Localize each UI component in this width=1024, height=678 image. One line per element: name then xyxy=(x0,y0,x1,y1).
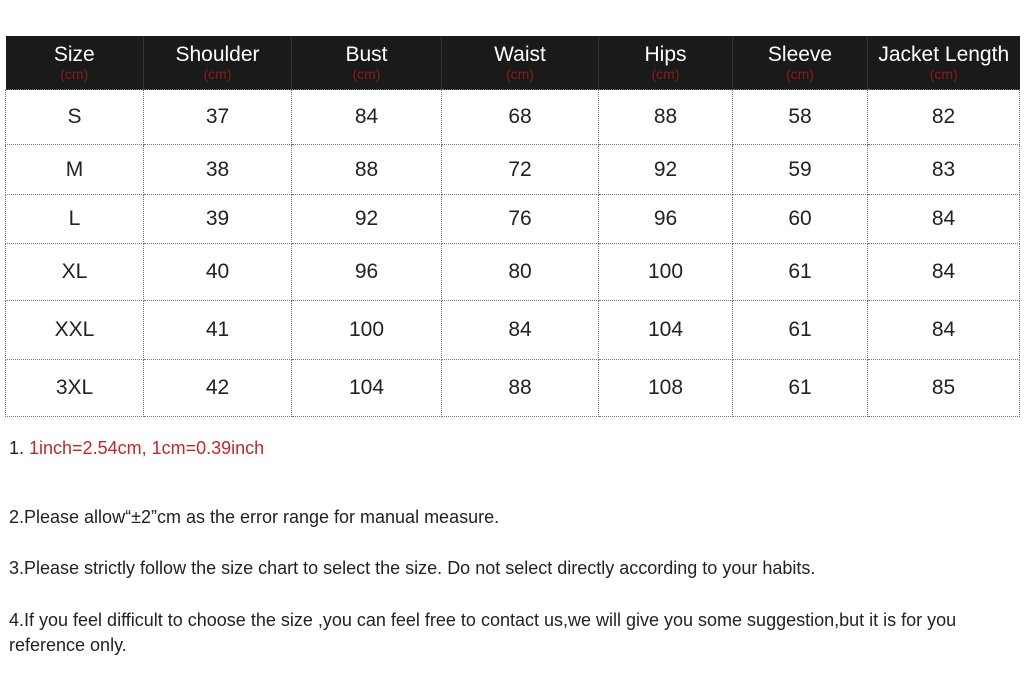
table-row xyxy=(6,244,1020,301)
cell-bust: 92 xyxy=(292,195,442,244)
cell-size: L xyxy=(6,195,144,244)
cell-bust: 84 xyxy=(292,90,442,145)
cell-shoulder: 37 xyxy=(144,90,292,145)
size-chart-table xyxy=(5,36,1020,417)
cell-hips: 100 xyxy=(599,244,733,301)
table-row xyxy=(6,360,1020,417)
header-size: Size (cm) xyxy=(6,36,144,90)
cell-size: S xyxy=(6,90,144,145)
cell-shoulder: 39 xyxy=(144,195,292,244)
cell-size: XXL xyxy=(6,301,144,360)
header-sleeve: Sleeve (cm) xyxy=(733,36,868,90)
cell-sleeve: 60 xyxy=(733,195,868,244)
cell-bust: 100 xyxy=(292,301,442,360)
table-row xyxy=(6,195,1020,244)
cell-hips: 108 xyxy=(599,360,733,417)
note-error-range: 2.Please allow“±2”cm as the error range for manual measure. xyxy=(9,507,500,527)
cell-hips: 88 xyxy=(599,90,733,145)
cell-hips: 92 xyxy=(599,145,733,195)
cell-waist: 88 xyxy=(442,360,599,417)
note-conversion-highlight: 1inch=2.54cm, 1cm=0.39inch xyxy=(29,438,265,458)
note-contact: 4.If you feel difficult to choose the size ,you can feel free to contact us,we will give you some suggestion,but it is for you reference only. xyxy=(9,610,957,655)
cell-waist: 84 xyxy=(442,301,599,360)
note-follow-chart: 3.Please strictly follow the size chart to select the size. Do not select directly according to your habits. xyxy=(9,558,816,578)
cell-bust: 104 xyxy=(292,360,442,417)
table-header-row xyxy=(6,36,1020,90)
cell-shoulder: 40 xyxy=(144,244,292,301)
cell-jacket-length: 83 xyxy=(868,145,1020,195)
cell-hips: 104 xyxy=(599,301,733,360)
cell-shoulder: 42 xyxy=(144,360,292,417)
cell-jacket-length: 84 xyxy=(868,301,1020,360)
cell-jacket-length: 85 xyxy=(868,360,1020,417)
cell-jacket-length: 82 xyxy=(868,90,1020,145)
note-conversion-prefix: 1. xyxy=(9,438,30,458)
cell-bust: 88 xyxy=(292,145,442,195)
cell-sleeve: 58 xyxy=(733,90,868,145)
header-shoulder: Shoulder (cm) xyxy=(144,36,292,90)
cell-waist: 80 xyxy=(442,244,599,301)
cell-shoulder: 38 xyxy=(144,145,292,195)
cell-hips: 96 xyxy=(599,195,733,244)
note-conversion xyxy=(9,436,264,461)
cell-sleeve: 61 xyxy=(733,360,868,417)
table-row xyxy=(6,145,1020,195)
header-jacket-length: Jacket Length (cm) xyxy=(868,36,1020,90)
cell-shoulder: 41 xyxy=(144,301,292,360)
cell-sleeve: 61 xyxy=(733,244,868,301)
cell-bust: 96 xyxy=(292,244,442,301)
cell-jacket-length: 84 xyxy=(868,244,1020,301)
cell-sleeve: 59 xyxy=(733,145,868,195)
cell-sleeve: 61 xyxy=(733,301,868,360)
table-row xyxy=(6,90,1020,145)
cell-size: XL xyxy=(6,244,144,301)
header-waist: Waist (cm) xyxy=(442,36,599,90)
header-hips: Hips (cm) xyxy=(599,36,733,90)
cell-waist: 76 xyxy=(442,195,599,244)
cell-jacket-length: 84 xyxy=(868,195,1020,244)
cell-waist: 72 xyxy=(442,145,599,195)
cell-size: 3XL xyxy=(6,360,144,417)
table-row xyxy=(6,301,1020,360)
cell-waist: 68 xyxy=(442,90,599,145)
header-bust: Bust (cm) xyxy=(292,36,442,90)
cell-size: M xyxy=(6,145,144,195)
